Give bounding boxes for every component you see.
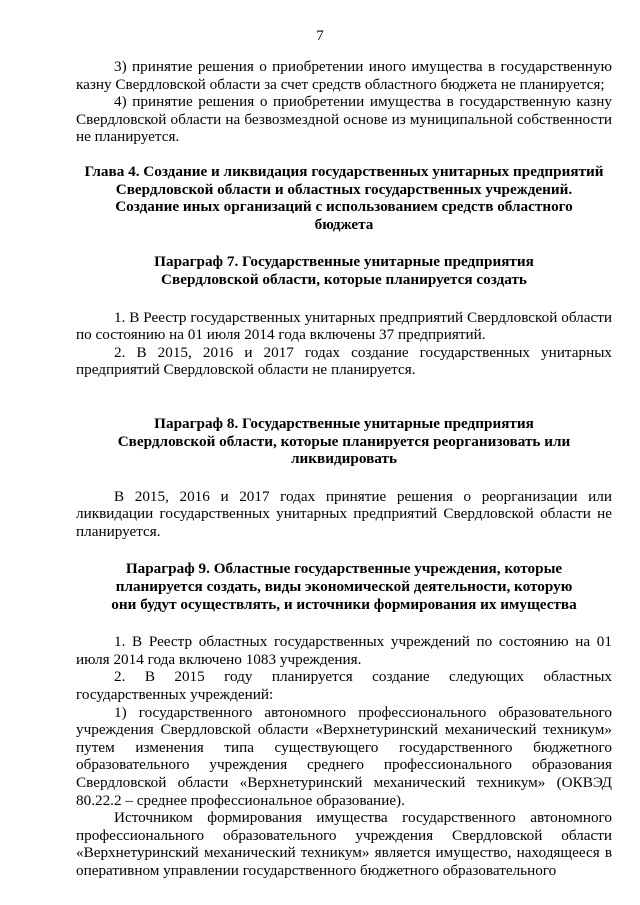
paragraph-9-item-1: 1. В Реестр областных государственных учреждений по состоянию на 01 июля 2014 года включено 1083 учреждения. [76,633,612,668]
list-item-4: 4) принятие решения о приобретении имущества в государственную казну Свердловской области на безвозмездной основе из муниципальной собственности не планируется. [76,93,612,146]
page-number: 7 [316,28,324,44]
chapter-4-heading: Глава 4. Создание и ликвидация государственных унитарных предприятий Свердловской области и областных государственных учреждений. Создание иных организаций с использованием средств областного бюджета [84,162,604,233]
paragraph-8-text: В 2015, 2016 и 2017 годах принятие решения о реорганизации или ликвидации государственных унитарных предприятий Свердловской области не планируется. [76,487,612,540]
list-item-3: 3) принятие решения о приобретении иного имущества в государственную казну Свердловской области за счет средств областного бюджета не планируется; [76,58,612,93]
paragraph-9-subitem-1: 1) государственного автономного профессионального образовательного учреждения Свердловской области «Верхнетуринский механический техникум» путем изменения типа существующего государственного бюджетного образовательного учреждения среднего профессионального образования Свердловской области «Верхнетуринский механический техникум» (ОКВЭД 80.22.2 – среднее профессиональное образование). [76,703,612,809]
paragraph-8-heading: Параграф 8. Государственные унитарные предприятия Свердловской области, которые планируется реорганизовать или ликвидировать [117,414,571,468]
document-body [76,58,612,880]
paragraph-9-heading: Параграф 9. Областные государственные учреждения, которые планируется создать, виды экономической деятельности, которую они будут осуществлять, и источники формирования их имущества [111,560,577,613]
paragraph-7-item-1: 1. В Реестр государственных унитарных предприятий Свердловской области по состоянию на 01 июля 2014 года включены 37 предприятий. [76,308,612,344]
paragraph-7-item-2: 2. В 2015, 2016 и 2017 годах создание государственных унитарных предприятий Свердловской области не планируется. [76,343,612,379]
paragraph-7-heading: Параграф 7. Государственные унитарные предприятия Свердловской области, которые планируется создать [154,253,534,288]
paragraph-9-source-text: Источником формирования имущества государственного автономного профессионального образовательного учреждения Свердловской области «Верхнетуринский механический техникум» является имущество, находящееся в оперативном управлении государственного бюджетного образовательного [76,809,612,879]
paragraph-9-item-2: 2. В 2015 году планируется создание следующих областных государственных учреждений: [76,668,612,704]
